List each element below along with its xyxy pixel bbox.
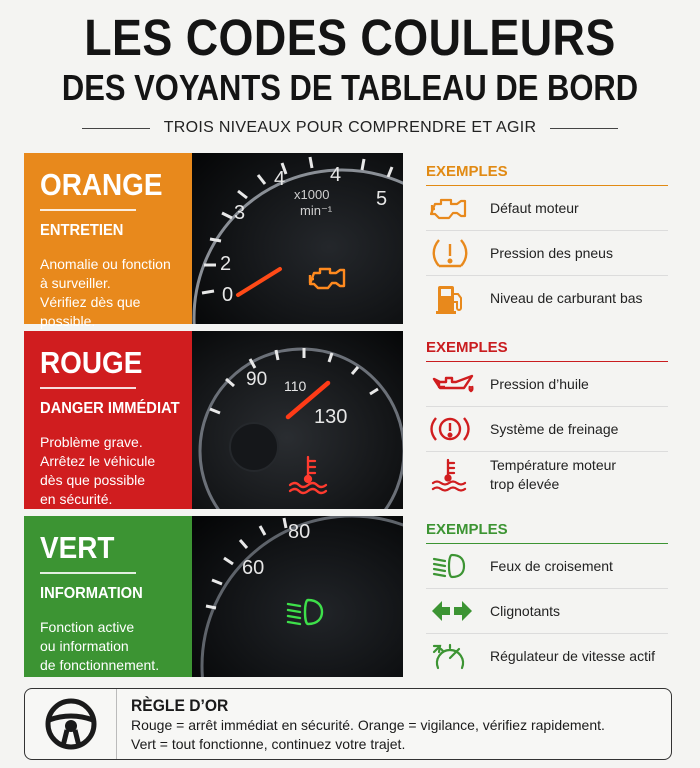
list-item [426,231,668,276]
page-title: LES CODES COULEURS [84,9,616,66]
engine-icon [426,190,490,226]
gauge-hub [230,423,278,471]
level-category: ENTRETIEN [40,222,124,239]
golden-rule-box [24,688,672,760]
example-label: Défaut moteur [490,199,579,216]
level-name: ORANGE [40,167,163,202]
coolant-temperature-icon [426,457,490,493]
tick-label: 60 [242,557,265,579]
divider-left [82,128,150,129]
example-label: Température moteur trop élevée [490,456,617,492]
example-label: Pression des pneus [490,244,613,261]
tick-label: 80 [288,521,311,543]
example-label: Système de freinage [490,420,619,437]
page-title-line-2: DES VOYANTS DE TABLEAU DE BORD [61,67,639,108]
tire-pressure-icon [426,235,490,271]
level-category: DANGER IMMÉDIAT [40,400,180,417]
golden-rule-line: Rouge = arrêt immédiat en sécurité. Orange = vigilance, vérifiez rapidement. [131,716,605,733]
level-category: INFORMATION [40,585,143,602]
example-label: Niveau de carburant bas [490,290,643,306]
level-description: Problème grave. Arrêtez le véhicule dès que possible en sécurité. [40,434,156,507]
cruise-control-icon [426,639,490,675]
list-item [426,362,668,407]
brake-warning-icon [426,411,490,447]
tick-label: 4 [330,164,342,186]
list-item [426,407,668,452]
tick-label: 3 [234,202,246,224]
speedometer-gauge [192,331,403,509]
list-item [426,186,668,231]
tick-label: 130 [314,406,348,428]
golden-rule-line: Vert = tout fonctionne, continuez votre trajet. [131,735,406,752]
oil-can-icon [426,366,490,402]
page-subtitle: TROIS NIVEAUX POUR COMPRENDRE ET AGIR [163,119,537,136]
turn-signals-icon [426,593,490,629]
examples-green [426,518,668,679]
divider-right [550,128,618,129]
level-name: VERT [40,530,115,565]
list-item [426,544,668,589]
examples-red [426,336,668,497]
level-green-panel [24,516,192,677]
list-item [426,452,668,497]
golden-rule-title: RÈGLE D’OR [131,695,229,715]
tick-label: 5 [376,188,388,210]
level-rule [40,572,136,574]
unit-label: x1000 [294,187,330,202]
examples-orange [426,160,668,321]
fuel-pump-icon [426,281,490,317]
tick-label: 4 [274,168,286,190]
level-description: Fonction active ou information de fonctionnement. [40,619,160,673]
tick-label: 110 [284,378,307,394]
level-rule [40,387,136,389]
list-item [426,276,668,321]
examples-heading: EXEMPLES [426,336,668,362]
tick-label: 90 [246,369,268,390]
examples-heading: EXEMPLES [426,160,668,186]
level-orange-panel [24,153,192,329]
level-name: ROUGE [40,345,143,380]
tick-label: 2 [220,253,232,275]
example-label: Feux de croisement [490,557,613,574]
steering-wheel-icon [25,689,117,759]
tick-label: 0 [222,284,234,306]
speedometer-gauge [192,516,403,677]
level-red-panel [24,331,192,509]
level-description: Anomalie ou fonction à surveiller. Vérifiez dès que possible. [40,256,171,329]
examples-heading: EXEMPLES [426,518,668,544]
unit-label: min⁻¹ [300,203,333,218]
example-label: Clignotants [490,602,561,619]
list-item [426,634,668,679]
level-rule [40,209,136,211]
list-item [426,589,668,634]
subtitle-row [82,116,618,140]
low-beam-icon [426,548,490,584]
tachometer-gauge [192,153,403,324]
example-label: Pression d’huile [490,375,589,392]
example-label: Régulateur de vitesse actif [490,648,655,664]
